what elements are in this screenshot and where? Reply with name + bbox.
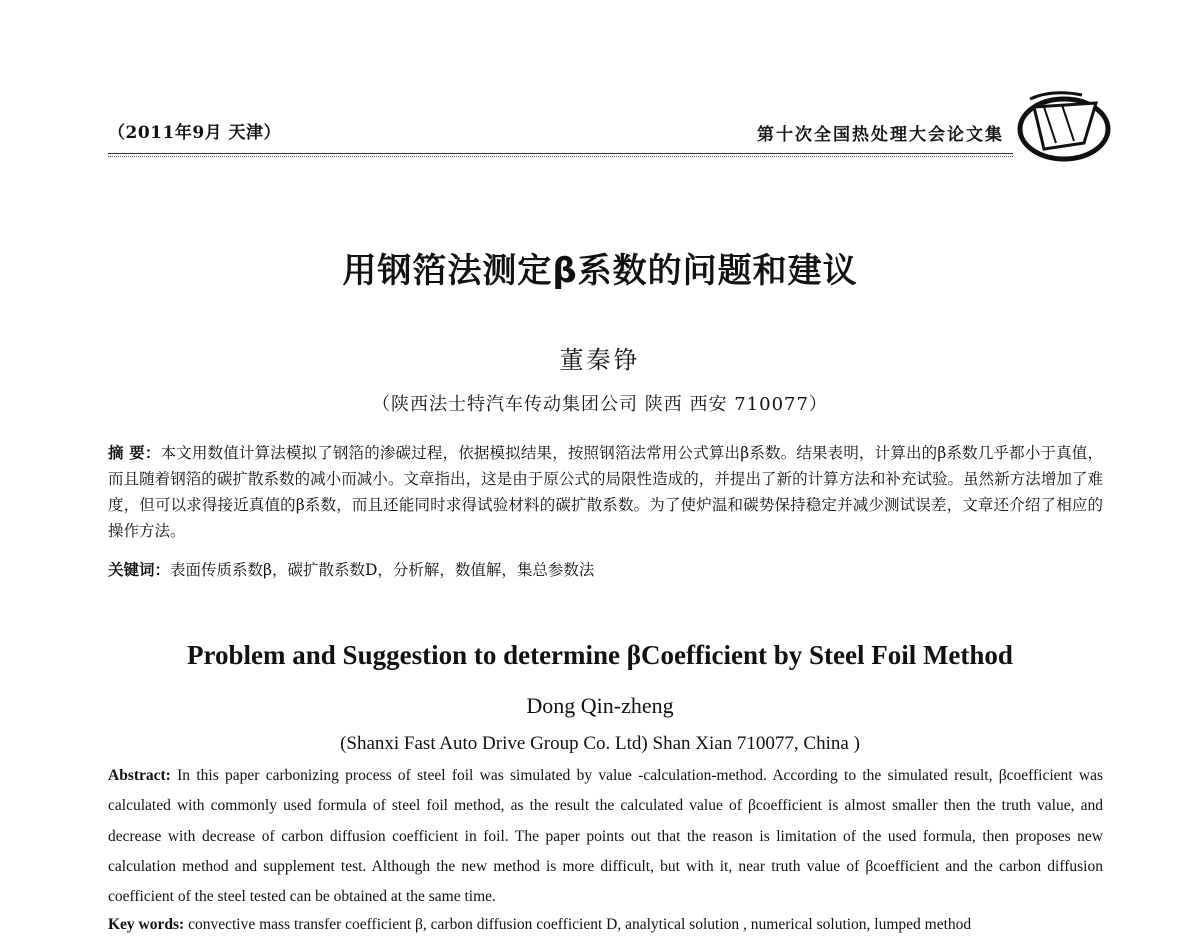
author-en: Dong Qin-zheng [526,693,674,718]
header-left: （2011年9月 天津） [108,123,282,143]
author-cn: 董秦铮 [559,346,641,374]
paper-title-en: Problem and Suggestion to determine βCoefficient by Steel Foil Method [187,640,1013,670]
paper-title-cn: 用钢箔法测定β系数的问题和建议 [342,251,858,291]
affiliation-cn: （陕西法士特汽车传动集团公司 陕西 西安 710077） [372,394,828,415]
keywords-cn [108,557,1103,583]
keywords-en-text: convective mass transfer coefficient β, carbon diffusion coefficient D, analytical solution , numerical solution, lumped method [184,916,972,933]
abstract-cn-text: 本文用数值计算法模拟了钢箔的渗碳过程，依据模拟结果，按照钢箔法常用公式算出β系数。结果表明，计算出的β系数几乎都小于真值，而且随着钢箔的碳扩散系数的减小而减小。文章指出，这是由于原公式的局限性造成的，并提出了新的计算方法和补充试验。虽然新方法增加了难度，但可以求得接近真值的β系数，而且还能同时求得试验材料的碳扩散系数。为了使炉温和碳势保持稳定并减少测试误差，文章还介绍了相应的操作方法。 [108,444,1103,540]
header-rule [108,153,1013,154]
conference-logo-icon [1012,85,1112,165]
keywords-en-label: Key words: [108,916,185,933]
abstract-cn-label: 摘 要： [108,443,161,462]
affiliation-en: (Shanxi Fast Auto Drive Group Co. Ltd) Shan Xian 710077, China ) [340,733,860,754]
header-rule-dotted [108,156,1013,157]
keywords-en [108,910,1103,940]
abstract-cn [108,440,1103,544]
abstract-en [108,761,1103,912]
abstract-en-label: Abstract: [108,767,171,784]
header-right: 第十次全国热处理大会论文集 [757,125,1004,145]
keywords-cn-text: 表面传质系数β，碳扩散系数D，分析解，数值解，集总参数法 [170,561,595,579]
keywords-cn-label: 关键词： [108,560,171,579]
abstract-en-text: In this paper carbonizing process of steel foil was simulated by value -calculation-method. According to the simulated result, βcoefficient was calculated with commonly used formula of steel foil method, as the result the calculated value of βcoefficient is almost smaller then the truth value, and decrease with decrease of carbon diffusion coefficient in foil. The paper points out that the reason is limitation of the used formula, then proposes new calculation method and supplement test. Although the new method is more difficult, but with it, near truth value of βcoefficient and the carbon diffusion coefficient of the steel tested can be obtained at the same time. [108,767,1103,906]
